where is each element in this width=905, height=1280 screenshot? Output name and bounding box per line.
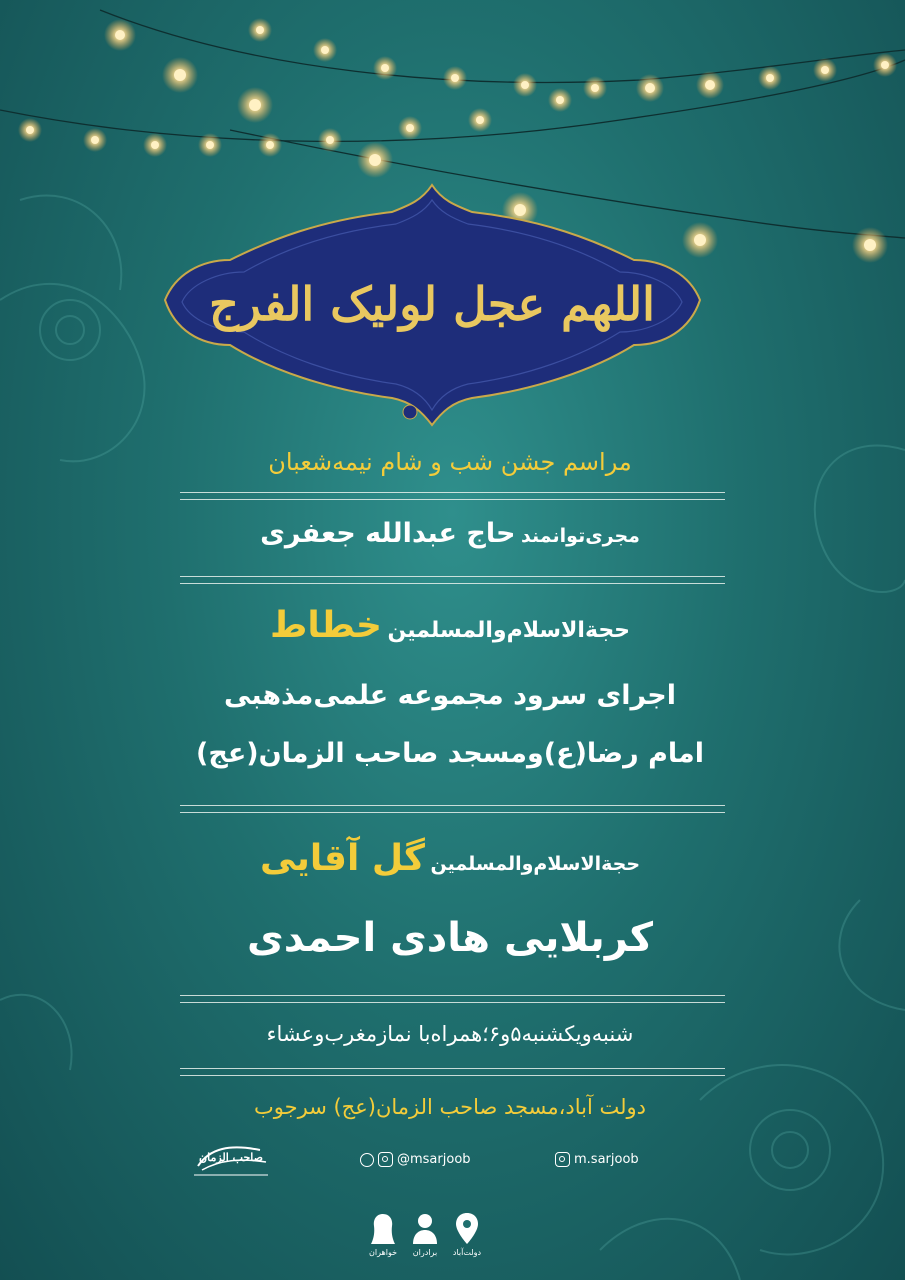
event-title: مراسم جشن شب و شام نیمه‌شعبان <box>268 448 632 476</box>
divider <box>180 492 725 500</box>
divider <box>180 805 725 813</box>
eitaa-icon <box>378 1152 393 1167</box>
brothers-label: برادران <box>412 1248 438 1257</box>
sisters-icon <box>370 1212 396 1246</box>
speaker1-prefix: حجة‌الاسلام‌والمسلمین <box>387 618 631 643</box>
divider <box>180 576 725 584</box>
mosque-logo <box>190 1142 272 1178</box>
choir-line2: امام رضا(ع)ومسجد صاحب الزمان(عج) <box>196 738 704 769</box>
host-prefix: مجری‌توانمند <box>521 525 640 547</box>
speaker2-name: گل آقایی <box>259 838 425 879</box>
sisters-label: خواهران <box>368 1248 398 1257</box>
brothers-item <box>407 1212 443 1257</box>
globe-icon <box>360 1153 374 1167</box>
reciter-name: کربلایی هادی احمدی <box>247 915 653 961</box>
calligraphy-text: اللهم عجل لولیک الفرج <box>209 277 655 331</box>
host-line <box>180 518 720 549</box>
calligraphy-emblem <box>160 180 705 430</box>
schedule-text: شنبه‌ویکشنبه۵و۶؛همراه‌با نمازمغرب‌وعشاء <box>266 1022 634 1046</box>
speaker1-line <box>180 605 720 646</box>
bottom-icons <box>365 1212 485 1272</box>
mosque-logo-text: صاحب الزمان <box>199 1151 263 1164</box>
location-label: دولت‌آباد <box>452 1248 482 1257</box>
divider <box>180 1068 725 1076</box>
eitaa-text: @msarjoob <box>397 1152 471 1167</box>
eitaa-handle[interactable] <box>360 1152 471 1167</box>
location-icon <box>455 1212 479 1246</box>
sisters-item <box>365 1212 401 1257</box>
speaker1-name: خطاط <box>269 605 382 646</box>
brothers-icon <box>411 1212 439 1246</box>
divider <box>180 995 725 1003</box>
location-item <box>449 1212 485 1257</box>
speaker2-prefix: حجة‌الاسلام‌والمسلمین <box>430 853 641 875</box>
location-text: دولت آباد،مسجد صاحب الزمان(عج) سرجوب <box>254 1095 646 1119</box>
host-name: حاج عبدالله جعفری <box>260 518 516 549</box>
instagram-icon <box>555 1152 570 1167</box>
instagram-handle[interactable] <box>555 1152 639 1167</box>
instagram-text: m.sarjoob <box>574 1152 639 1167</box>
choir-line1: اجرای سرود مجموعه علمی‌مذهبی <box>224 680 676 711</box>
speaker2-line <box>180 838 720 879</box>
